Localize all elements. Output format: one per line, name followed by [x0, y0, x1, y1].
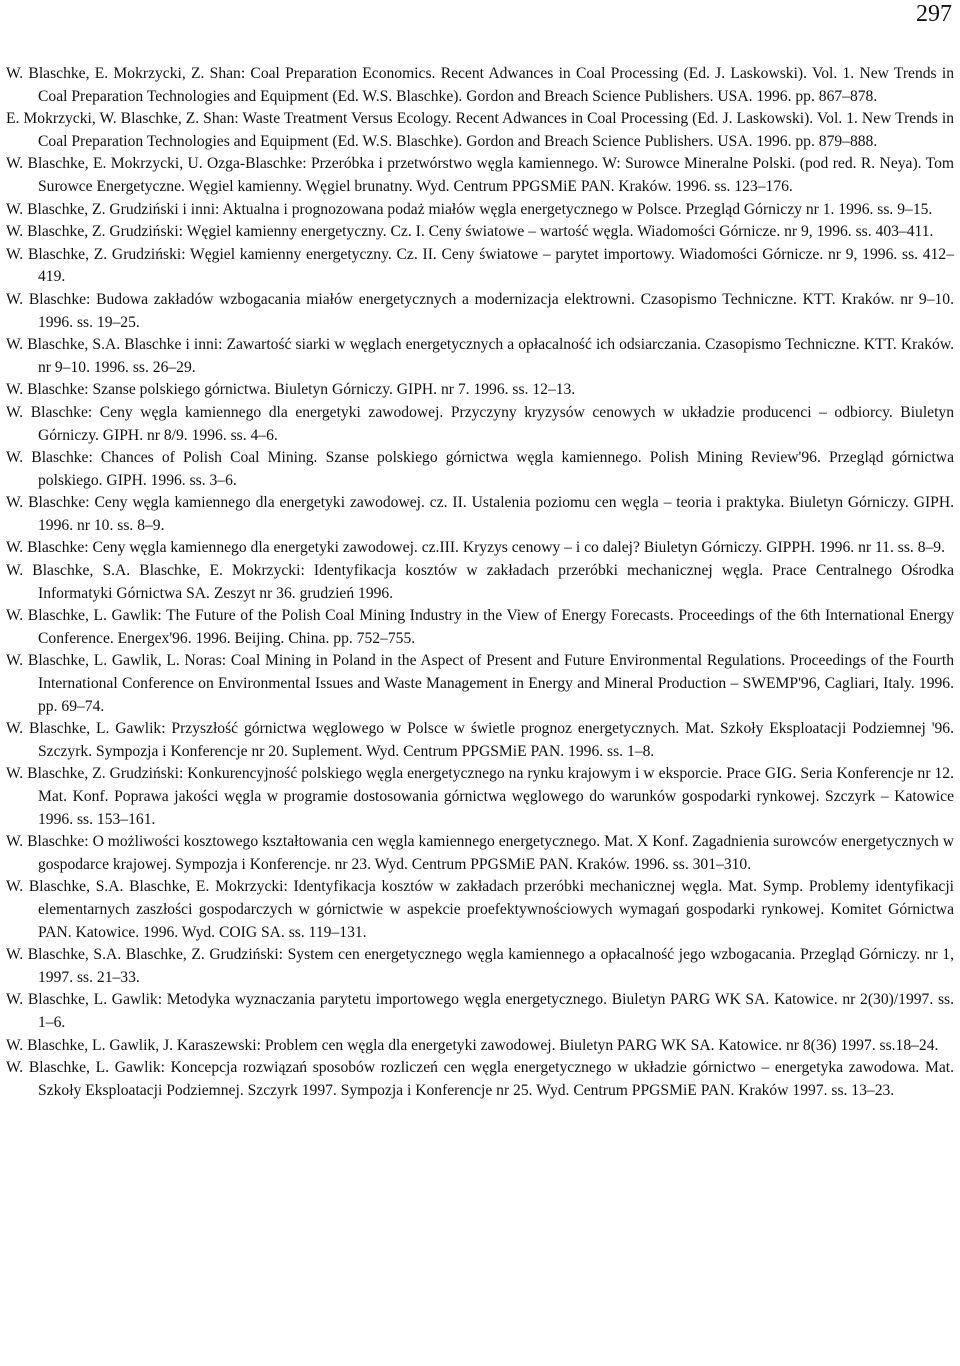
reference-item: W. Blaschke, Z. Grudziński i inni: Aktualna i prognozowana podaż miałów węgla energetycznego w Polsce. Przegląd Górniczy nr 1. 1996. ss. 9–15.: [6, 200, 933, 218]
page-number: 297: [916, 1, 952, 27]
reference-item: W. Blaschke: O możliwości kosztowego kształtowania cen węgla kamiennego energetycznego. Mat. X Konf. Zagadnienia surowców energetycznych w gospodarce krajowej. Sympozja i Konferencje. nr 23. Wyd. Centrum PPGSMiE PAN. Kraków. 1996. ss. 301–310.: [6, 833, 954, 873]
reference-item: W. Blaschke, Z. Grudziński: Konkurencyjność polskiego węgla energetycznego na rynku krajowym i w eksporcie. Prace GIG. Seria Konferencje nr 12. Mat. Konf. Poprawa jakości węgla w programie dostosowania górnictwa węglowego do warunków gospodarki rynkowej. Szczyrk – Katowice 1996. ss. 153–161.: [6, 765, 954, 828]
reference-item: W. Blaschke, S.A. Blaschke i inni: Zawartość siarki w węglach energetycznych a opłacalność ich odsiarczania. Czasopismo Techniczne. KTT. Kraków. nr 9–10. 1996. ss. 26–29.: [6, 336, 954, 376]
reference-item: W. Blaschke, L. Gawlik: The Future of the Polish Coal Mining Industry in the View of Energy Forecasts. Proceedings of the 6th International Energy Conference. Energex'96. 1996. Beijing. China. pp. 752–755.: [6, 607, 954, 647]
reference-item: W. Blaschke, L. Gawlik: Przyszłość górnictwa węglowego w Polsce w świetle prognoz energetycznych. Mat. Szkoły Eksploatacji Podziemnej '96. Szczyrk. Sympozja i Konferencje nr 20. Suplement. Wyd. Centrum PPGSMiE PAN. 1996. ss. 1–8.: [6, 720, 954, 760]
reference-item: W. Blaschke, Z. Grudziński: Węgiel kamienny energetyczny. Cz. II. Ceny światowe – parytet importowy. Wiadomości Górnicze. nr 9, 1996. ss. 412–419.: [6, 245, 954, 286]
reference-item: W. Blaschke, L. Gawlik, L. Noras: Coal Mining in Poland in the Aspect of Present and Future Environmental Regulations. Proceedings of the Fourth International Conference on Environmental Issues and Waste Management in Energy and Mineral Production – SWEMP'96, Cagliari, Italy. 1996. pp. 69–74.: [6, 652, 954, 715]
reference-item: W. Blaschke, S.A. Blaschke, Z. Grudziński: System cen energetycznego węgla kamiennego a opłacalność jego wzbogacania. Przegląd Górniczy. nr 1, 1997. ss. 21–33.: [6, 946, 954, 986]
reference-item: W. Blaschke: Szanse polskiego górnictwa. Biuletyn Górniczy. GIPH. nr 7. 1996. ss. 12–13.: [6, 381, 576, 399]
reference-item: W. Blaschke, Z. Grudziński: Węgiel kamienny energetyczny. Cz. I. Ceny światowe – wartość węgla. Wiadomości Górnicze. nr 9, 1996. ss. 403–411.: [6, 223, 934, 241]
reference-item: W. Blaschke, L. Gawlik: Koncepcja rozwiązań sposobów rozliczeń cen węgla energetycznego w układzie górnictwo – energetyka zawodowa. Mat. Szkoły Eksploatacji Podziemnej. Szczyrk 1997. Sympozja i Konferencje nr 25. Wyd. Centrum PPGSMiE PAN. Kraków 1997. ss. 13–23.: [6, 1059, 954, 1099]
reference-item: W. Blaschke: Ceny węgla kamiennego dla energetyki zawodowej. Przyczyny kryzysów cenowych w układzie producenci – odbiorcy. Biuletyn Górniczy. GIPH. nr 8/9. 1996. ss. 4–6.: [6, 403, 954, 444]
reference-item: E. Mokrzycki, W. Blaschke, Z. Shan: Waste Treatment Versus Ecology. Recent Adwances in Coal Processing (Ed. J. Laskowski). Vol. 1. New Trends in Coal Preparation Technologies and Equipment (Ed. W.S. Blaschke). Gordon and Breach Science Publishers. USA. 1996. pp. 879–888.: [6, 110, 954, 150]
reference-item: W. Blaschke: Ceny węgla kamiennego dla energetyki zawodowej. cz.III. Kryzys cenowy – i co dalej? Biuletyn Górniczy. GIPPH. 1996. nr 11. ss. 8–9.: [6, 539, 945, 557]
reference-item: W. Blaschke, L. Gawlik, J. Karaszewski: Problem cen węgla dla energetyki zawodowej. Biuletyn PARG WK SA. Katowice. nr 8(36) 1997. ss.18–24.: [6, 1036, 939, 1054]
reference-item: W. Blaschke, E. Mokrzycki, U. Ozga-Blaschke: Przeróbka i przetwórstwo węgla kamiennego. W: Surowce Mineralne Polski. (pod red. R. Neya). Tom Surowce Energetyczne. Węgiel kamienny. Węgiel brunatny. Wyd. Centrum PPGSMiE PAN. Kraków. 1996. ss. 123–176.: [6, 155, 954, 195]
reference-item: W. Blaschke, E. Mokrzycki, Z. Shan: Coal Preparation Economics. Recent Adwances in Coal Processing (Ed. J. Laskowski). Vol. 1. New Trends in Coal Preparation Technologies and Equipment (Ed. W.S. Blaschke). Gordon and Breach Science Publishers. USA. 1996. pp. 867–878.: [6, 65, 954, 105]
reference-item: W. Blaschke, L. Gawlik: Metodyka wyznaczania parytetu importowego węgla energetycznego. Biuletyn PARG WK SA. Katowice. nr 2(30)/1997. ss. 1–6.: [6, 991, 954, 1031]
reference-list: [6, 63, 954, 1102]
reference-item: W. Blaschke: Chances of Polish Coal Mining. Szanse polskiego górnictwa węgla kamiennego. Polish Mining Review'96. Przegląd górnictwa polskiego. GIPH. 1996. ss. 3–6.: [6, 449, 954, 489]
reference-item: W. Blaschke, S.A. Blaschke, E. Mokrzycki: Identyfikacja kosztów w zakładach przeróbki mechanicznej węgla. Mat. Symp. Problemy identyfikacji elementarnych zaszłości gospodarczych w górnictwie w aspekcie proefektywnościowych wymagań gospodarki rynkowej. Komitet Górnictwa PAN. Katowice. 1996. Wyd. COIG SA. ss. 119–131.: [6, 878, 954, 941]
reference-item: W. Blaschke, S.A. Blaschke, E. Mokrzycki: Identyfikacja kosztów w zakładach przeróbki mechanicznej węgla. Prace Centralnego Ośrodka Informatyki Górnictwa SA. Zeszyt nr 36. grudzień 1996.: [6, 562, 954, 602]
reference-item: W. Blaschke: Ceny węgla kamiennego dla energetyki zawodowej. cz. II. Ustalenia poziomu cen węgla – teoria i praktyka. Biuletyn Górniczy. GIPH. 1996. nr 10. ss. 8–9.: [6, 494, 954, 534]
reference-item: W. Blaschke: Budowa zakładów wzbogacania miałów energetycznych a modernizacja elektrowni. Czasopismo Techniczne. KTT. Kraków. nr 9–10. 1996. ss. 19–25.: [6, 290, 954, 331]
